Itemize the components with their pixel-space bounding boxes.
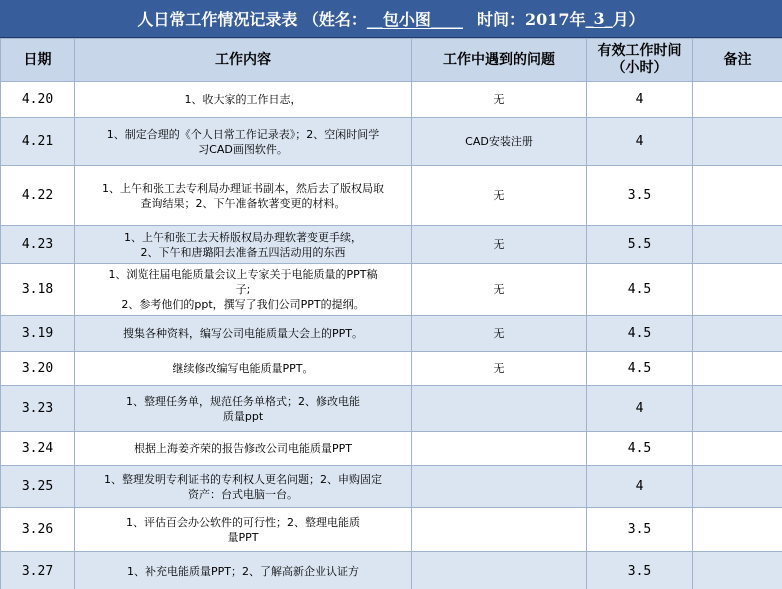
cell-date[interactable]: 4.22 [1, 166, 75, 226]
cell-hours[interactable]: 4 [587, 466, 693, 508]
cell-hours[interactable]: 3.5 [587, 166, 693, 226]
title-time-label: 时间：2017年 [476, 10, 586, 29]
title-name[interactable]: __包小图____ [366, 10, 463, 29]
content-line: 质量ppt [222, 409, 264, 423]
content-line: 根据上海姜齐荣的报告修改公司电能质量PPT [134, 442, 352, 455]
content-line: 1、制定合理的《个人日常工作记录表》；2、空闲时间学 [106, 127, 380, 141]
header-hours[interactable] [587, 39, 693, 82]
content-line: 1、评估百会办公软件的可行性；2、整理电能质 [126, 515, 360, 529]
cell-date[interactable]: 4.21 [1, 118, 75, 166]
cell-date[interactable]: 3.25 [1, 466, 75, 508]
content-line: 查询结果；2、下午准备软著变更的材料。 [140, 196, 346, 210]
cell-date[interactable]: 3.18 [1, 264, 75, 316]
cell-hours[interactable]: 3.5 [587, 552, 693, 589]
cell-date[interactable]: 3.23 [1, 386, 75, 432]
cell-note[interactable] [693, 386, 782, 432]
header-notes[interactable]: 备注 [693, 39, 782, 82]
table-row [1, 466, 782, 508]
content-line: 量PPT [227, 530, 259, 544]
cell-problem[interactable] [412, 552, 587, 589]
title-month[interactable]: _3_ [585, 9, 613, 28]
cell-date[interactable]: 3.27 [1, 552, 75, 589]
content-line: 1、整理任务单，规范任务单格式；2、修改电能 [126, 394, 360, 408]
content-line: 习CAD画图软件。 [198, 142, 288, 156]
cell-problem[interactable]: 无 [412, 264, 587, 316]
table-row [1, 118, 782, 166]
cell-note[interactable] [693, 166, 782, 226]
table-row [1, 264, 782, 316]
header-hours-line2: （小时） [611, 60, 668, 76]
cell-content[interactable] [75, 82, 412, 118]
table-row [1, 82, 782, 118]
content-line: 子; [235, 283, 251, 296]
cell-problem[interactable] [412, 386, 587, 432]
cell-problem[interactable]: 无 [412, 316, 587, 352]
cell-content[interactable] [75, 352, 412, 386]
cell-content[interactable] [75, 316, 412, 352]
cell-date[interactable]: 3.26 [1, 508, 75, 552]
table-body [1, 82, 782, 589]
cell-content[interactable] [75, 386, 412, 432]
table-row [1, 552, 782, 589]
cell-date[interactable]: 3.24 [1, 432, 75, 466]
cell-hours[interactable]: 4.5 [587, 352, 693, 386]
cell-problem[interactable] [412, 508, 587, 552]
cell-problem[interactable]: CAD安装注册 [412, 118, 587, 166]
cell-hours[interactable]: 4.5 [587, 264, 693, 316]
work-log-table [0, 38, 782, 589]
cell-note[interactable] [693, 118, 782, 166]
content-line: 1、补充电能质量PPT；2、了解高新企业认证方 [127, 565, 359, 578]
cell-content[interactable] [75, 118, 412, 166]
cell-date[interactable]: 4.23 [1, 226, 75, 264]
cell-note[interactable] [693, 226, 782, 264]
cell-content[interactable] [75, 552, 412, 589]
table-row [1, 316, 782, 352]
table-row [1, 432, 782, 466]
content-line: 搜集各种资料，编写公司电能质量大会上的PPT。 [123, 327, 363, 340]
cell-content[interactable] [75, 166, 412, 226]
table-row [1, 508, 782, 552]
cell-note[interactable] [693, 508, 782, 552]
title-prefix: 人日常工作情况记录表 （姓名： [137, 10, 367, 29]
cell-content[interactable] [75, 432, 412, 466]
cell-hours[interactable]: 5.5 [587, 226, 693, 264]
cell-hours[interactable]: 4 [587, 118, 693, 166]
cell-problem[interactable]: 无 [412, 352, 587, 386]
table-row [1, 166, 782, 226]
content-line: 1、浏览往届电能质量会议上专家关于电能质量的PPT稿 [108, 268, 378, 281]
content-line: 继续修改编写电能质量PPT。 [172, 362, 314, 375]
cell-note[interactable] [693, 82, 782, 118]
cell-note[interactable] [693, 466, 782, 508]
cell-note[interactable] [693, 432, 782, 466]
cell-content[interactable] [75, 508, 412, 552]
cell-date[interactable]: 3.19 [1, 316, 75, 352]
content-line: 1、上午和张工去专利局办理证书副本，然后去了版权局取 [102, 181, 384, 195]
cell-problem[interactable]: 无 [412, 226, 587, 264]
cell-note[interactable] [693, 552, 782, 589]
header-problems[interactable]: 工作中遇到的问题 [412, 39, 587, 82]
cell-note[interactable] [693, 316, 782, 352]
content-line: 2、参考他们的ppt，撰写了我们公司PPT的提纲。 [121, 298, 365, 311]
sheet-title [0, 0, 782, 38]
cell-content[interactable] [75, 264, 412, 316]
content-line: 1、整理发明专利证书的专利权人更名问题；2、申购固定 [104, 472, 382, 486]
cell-date[interactable]: 4.20 [1, 82, 75, 118]
table-row [1, 352, 782, 386]
content-line: 1、上午和张工去天桥版权局办理软著变更手续， [124, 230, 362, 244]
table-row [1, 386, 782, 432]
cell-content[interactable] [75, 226, 412, 264]
cell-date[interactable]: 3.20 [1, 352, 75, 386]
cell-problem[interactable]: 无 [412, 82, 587, 118]
cell-hours[interactable]: 3.5 [587, 508, 693, 552]
cell-problem[interactable] [412, 432, 587, 466]
header-date[interactable]: 日期 [1, 39, 75, 82]
header-hours-line1: 有效工作时间 [597, 43, 682, 59]
content-line: 资产：台式电脑一台。 [188, 487, 298, 501]
header-content[interactable]: 工作内容 [75, 39, 412, 82]
cell-hours[interactable]: 4.5 [587, 432, 693, 466]
cell-hours[interactable]: 4.5 [587, 316, 693, 352]
cell-hours[interactable]: 4 [587, 82, 693, 118]
cell-hours[interactable]: 4 [587, 386, 693, 432]
content-line: 1、收大家的工作日志， [184, 93, 302, 106]
cell-note[interactable] [693, 264, 782, 316]
cell-problem[interactable]: 无 [412, 166, 587, 226]
cell-problem[interactable] [412, 466, 587, 508]
content-line: 2、下午和唐璐阳去准备五四活动用的东西 [140, 245, 346, 259]
title-suffix: 月） [612, 10, 645, 29]
cell-content[interactable] [75, 466, 412, 508]
cell-note[interactable] [693, 352, 782, 386]
table-row [1, 226, 782, 264]
